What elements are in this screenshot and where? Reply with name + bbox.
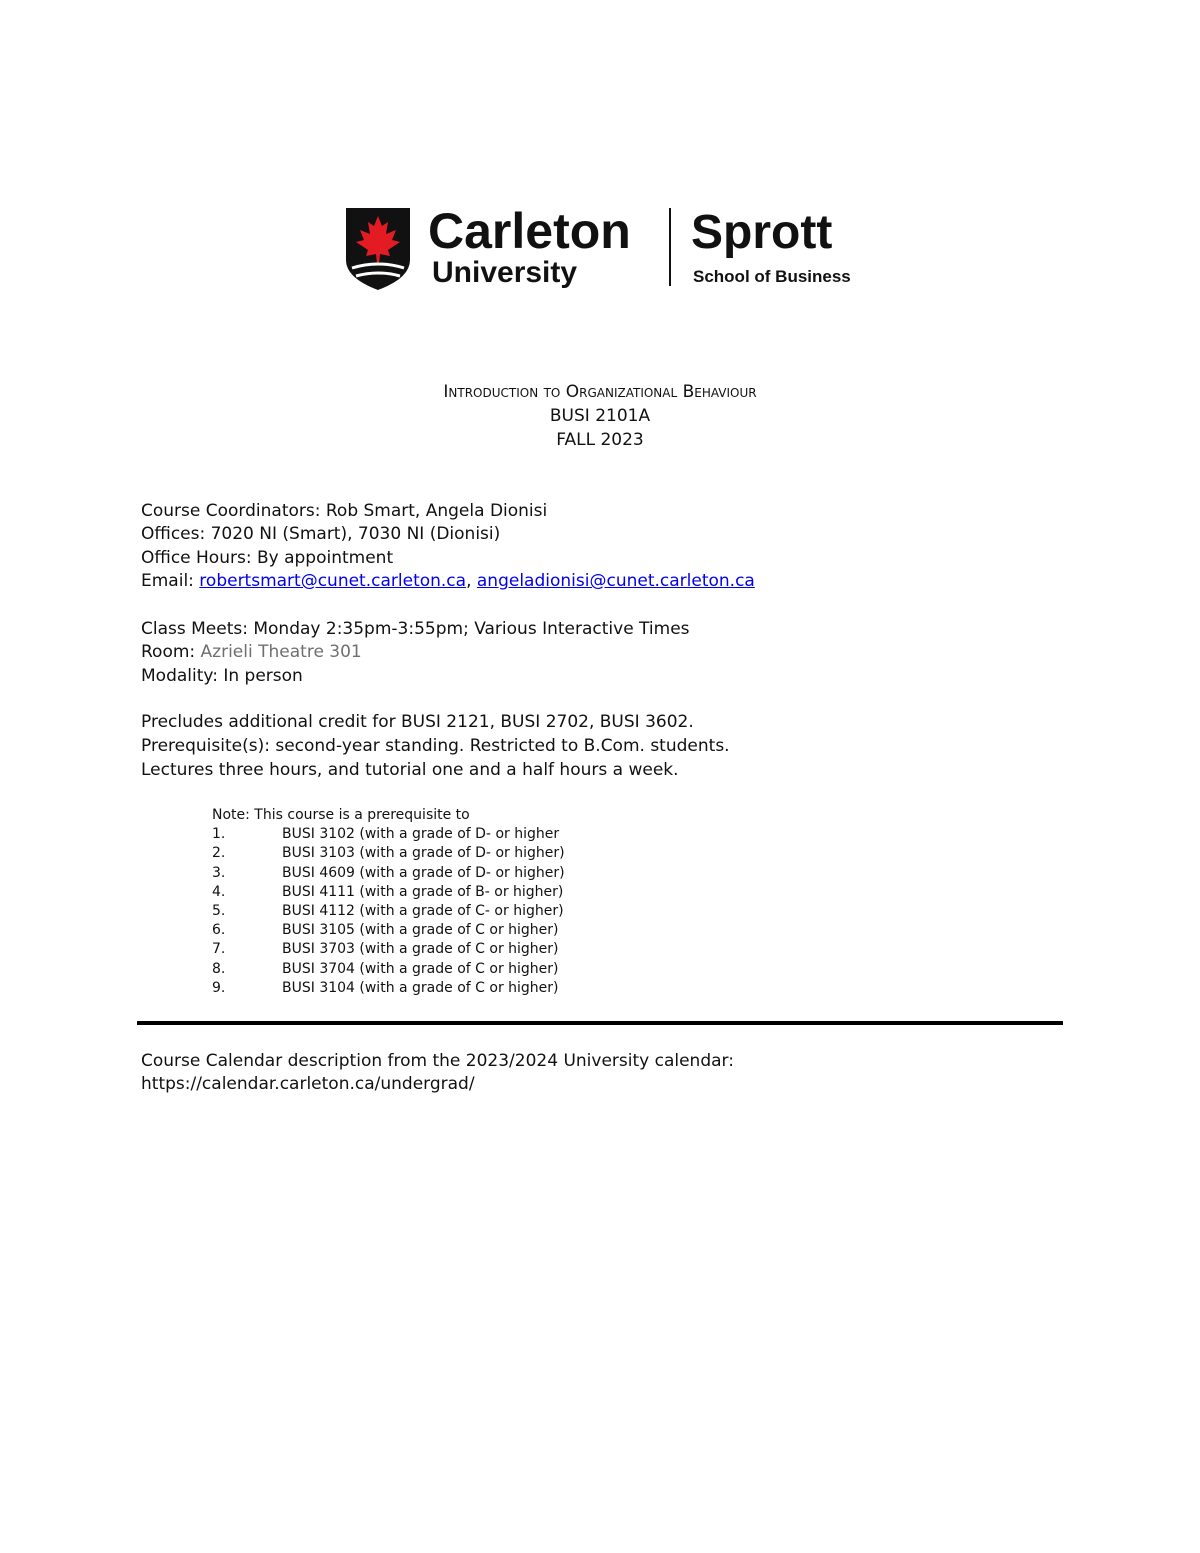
list-item-number: 5. — [212, 902, 226, 919]
list-item-text: BUSI 4609 (with a grade of D- or higher) — [282, 864, 565, 881]
list-item-text: BUSI 3703 (with a grade of C or higher) — [282, 941, 559, 958]
section-divider — [137, 1021, 1063, 1025]
list-item-number: 6. — [212, 922, 226, 939]
list-item-number: 4. — [212, 883, 226, 900]
list-item-number: 1. — [212, 826, 226, 843]
logo-school-line1: Sprott — [691, 206, 833, 259]
list-item-text: BUSI 3103 (with a grade of D- or higher) — [282, 845, 565, 862]
room-line — [141, 641, 362, 664]
list-item — [212, 825, 560, 844]
prerequisite-note — [212, 806, 565, 998]
list-item — [212, 979, 559, 998]
room-label: Room: — [141, 642, 201, 662]
course-header — [0, 380, 1200, 452]
list-item-number: 2. — [212, 845, 226, 862]
office-hours-line: Office Hours: By appointment — [141, 548, 394, 568]
list-item — [212, 864, 565, 883]
email-link-smart[interactable]: robertsmart@cunet.carleton.ca — [199, 571, 467, 591]
carleton-sprott-logo — [344, 202, 856, 294]
list-item-number: 9. — [212, 979, 226, 996]
list-item-number: 8. — [212, 960, 226, 977]
calendar-url[interactable]: https://calendar.carleton.ca/undergrad/ — [141, 1074, 475, 1094]
modality-line: Modality: In person — [141, 666, 303, 686]
list-item — [212, 960, 559, 979]
course-title: Introduction to Organizational Behaviour — [443, 382, 757, 402]
email-line — [141, 570, 755, 593]
list-item — [212, 883, 564, 902]
logo-university-line1: Carleton — [428, 203, 631, 259]
carleton-shield-icon — [346, 208, 410, 290]
list-item-text: BUSI 4111 (with a grade of B- or higher) — [282, 883, 564, 900]
prerequisites-line: Prerequisite(s): second-year standing. Restricted to B.Com. students. — [141, 736, 730, 756]
list-item-text: BUSI 3704 (with a grade of C or higher) — [282, 960, 559, 977]
coordinators-line: Course Coordinators: Rob Smart, Angela Dionisi — [141, 501, 548, 521]
email-label: Email: — [141, 571, 200, 591]
calendar-description-line: Course Calendar description from the 2023/2024 University calendar: — [141, 1051, 734, 1071]
list-item-text: BUSI 3105 (with a grade of C or higher) — [282, 922, 559, 939]
course-term: FALL 2023 — [556, 430, 644, 450]
list-item — [212, 940, 559, 959]
note-heading: Note: This course is a prerequisite to — [212, 807, 470, 823]
email-link-dionisi[interactable]: angeladionisi@cunet.carleton.ca — [476, 571, 755, 591]
logo-divider — [669, 208, 671, 286]
email-separator: , — [466, 571, 477, 591]
list-item-number: 3. — [212, 864, 226, 881]
precludes-line: Precludes additional credit for BUSI 2121, BUSI 2702, BUSI 3602. — [141, 712, 694, 732]
list-item — [212, 844, 565, 863]
list-item-text: BUSI 4112 (with a grade of C- or higher) — [282, 902, 564, 919]
offices-line: Offices: 7020 NI (Smart), 7030 NI (Dionisi) — [141, 524, 501, 544]
logo-school-line2: School of Business — [693, 267, 851, 286]
lectures-line: Lectures three hours, and tutorial one and a half hours a week. — [141, 760, 679, 780]
course-code: BUSI 2101A — [549, 406, 651, 426]
room-value: Azrieli Theatre 301 — [200, 642, 362, 662]
list-item — [212, 902, 564, 921]
list-item — [212, 921, 559, 940]
class-meets-line: Class Meets: Monday 2:35pm-3:55pm; Various Interactive Times — [141, 619, 690, 639]
list-item-text: BUSI 3102 (with a grade of D- or higher — [282, 826, 560, 843]
list-item-text: BUSI 3104 (with a grade of C or higher) — [282, 979, 559, 996]
logo-university-line2: University — [432, 256, 578, 289]
list-item-number: 7. — [212, 941, 226, 958]
